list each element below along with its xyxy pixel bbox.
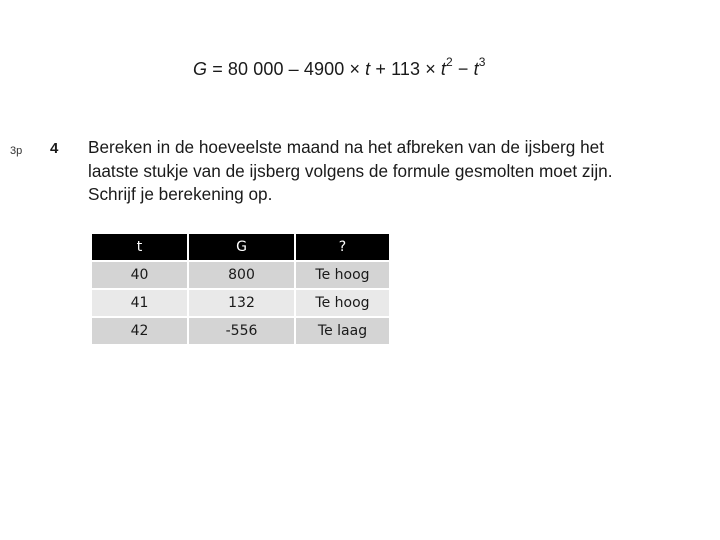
question-line: Schrijf je berekening op.: [88, 184, 273, 204]
table-row: [92, 262, 389, 288]
formula-t1: t: [365, 59, 371, 79]
cell-t: 42: [92, 318, 187, 344]
cell-g: 800: [189, 262, 294, 288]
table-header-row: [92, 234, 389, 260]
formula-g: G: [193, 59, 208, 79]
header-t: t: [92, 234, 187, 260]
formula-exp3: 3: [478, 55, 486, 69]
formula-part-3: −: [457, 59, 469, 79]
formula-part-2: + 113 ×: [375, 59, 436, 79]
header-g: G: [189, 234, 294, 260]
cell-verdict: Te hoog: [296, 290, 389, 316]
table-row: [92, 318, 389, 344]
formula-t3: t: [473, 59, 479, 79]
question-number: 4: [50, 140, 59, 157]
cell-verdict: Te laag: [296, 318, 389, 344]
cell-g: 132: [189, 290, 294, 316]
formula-part-1: = 80 000 – 4900 ×: [212, 59, 361, 79]
cell-t: 41: [92, 290, 187, 316]
cell-g: -556: [189, 318, 294, 344]
formula: [193, 57, 486, 80]
formula-t2: t: [440, 59, 447, 79]
question-line: laatste stukje van de ijsberg volgens de formule gesmolten moet zijn.: [88, 160, 613, 181]
question-text: [88, 136, 713, 207]
results-table: [90, 232, 391, 346]
formula-exp2: 2: [446, 55, 453, 69]
question-points: 3p: [10, 145, 23, 157]
question-line: Bereken in de hoeveelste maand na het afbreken van de ijsberg het: [88, 137, 604, 157]
cell-t: 40: [92, 262, 187, 288]
header-verdict: ?: [296, 234, 389, 260]
table-row: [92, 290, 389, 316]
cell-verdict: Te hoog: [296, 262, 389, 288]
